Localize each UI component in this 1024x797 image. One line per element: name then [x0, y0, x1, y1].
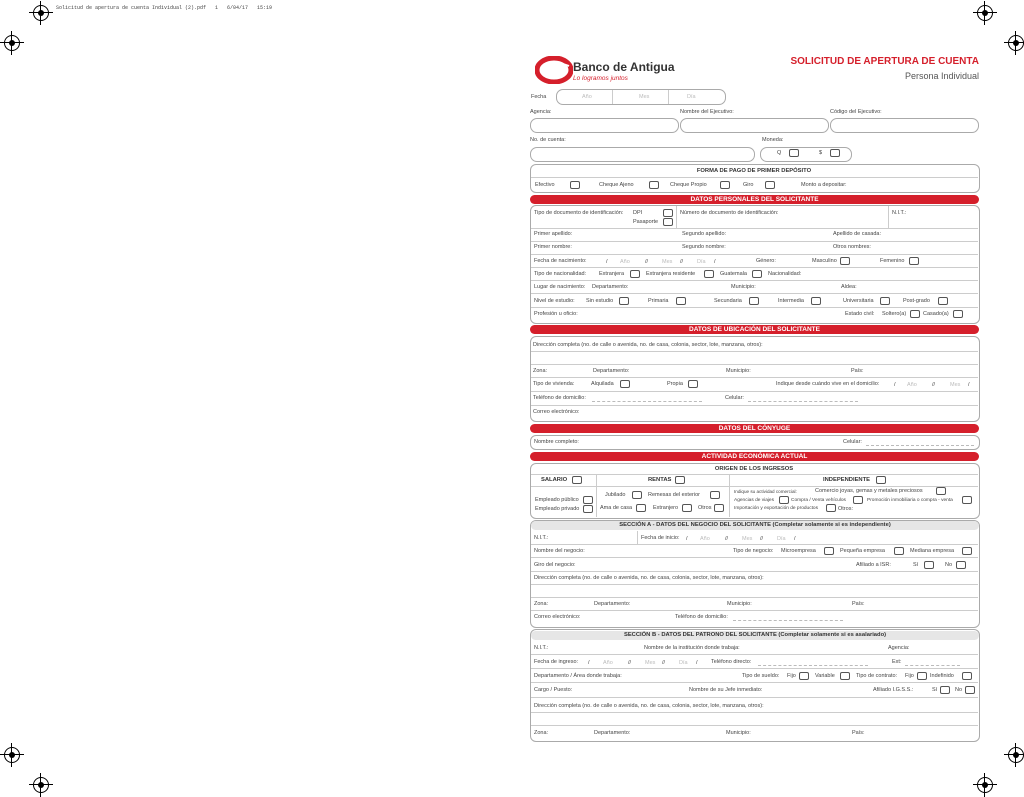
slash: /: [968, 382, 970, 388]
alquilada-checkbox[interactable]: [620, 380, 630, 388]
guatemala-label: Guatemala: [720, 271, 747, 277]
a-direccion-label: Dirección completa (no. de calle o avenida, no. de casa, colonia, sector, lote, manzana, otros):: [534, 575, 764, 581]
conyuge-celular-label: Celular:: [843, 439, 862, 445]
otros2-label: Otros:: [838, 506, 853, 512]
compra-venta-checkbox[interactable]: [853, 496, 863, 504]
independiente-checkbox[interactable]: [876, 476, 886, 484]
a-day: Día: [777, 536, 786, 542]
b-fijo2-checkbox[interactable]: [917, 672, 927, 680]
a-correo-label: Correo electrónico:: [534, 614, 581, 620]
b-day: Día: [679, 660, 688, 666]
b-year: Año: [603, 660, 613, 666]
intermedia-label: Intermedia: [778, 298, 804, 304]
a-si-checkbox[interactable]: [924, 561, 934, 569]
ama-checkbox[interactable]: [636, 504, 646, 512]
b-fijo2-label: Fijo: [905, 673, 914, 679]
b-fijo-checkbox[interactable]: [799, 672, 809, 680]
b-institucion-label: Nombre de la institución donde trabaja:: [644, 645, 740, 651]
b-nit-label: N.I.T.:: [534, 645, 549, 651]
slash: /: [794, 536, 796, 542]
propia-checkbox[interactable]: [688, 380, 698, 388]
sin-estudio-checkbox[interactable]: [619, 297, 629, 305]
rentas-checkbox[interactable]: [675, 476, 685, 484]
vivienda-label: Tipo de vivienda:: [533, 381, 575, 387]
celular-label: Celular:: [725, 395, 744, 401]
postgrado-label: Post-grado: [903, 298, 930, 304]
emp-privado-label: Empleado privado: [535, 506, 580, 512]
primer-apellido-label: Primer apellido:: [534, 231, 573, 237]
b-ext-label: Ext:: [892, 659, 902, 665]
b-agencia-label: Agencia:: [888, 645, 910, 651]
cheque-propio-label: Cheque Propio: [670, 182, 707, 188]
a-nit-label: N.I.T.:: [534, 535, 549, 541]
a-micro-label: Microempresa: [781, 548, 816, 554]
comercio-label: Comercio joyas, gemas y metales preciosos: [815, 488, 923, 494]
registration-mark-icon: [977, 777, 993, 793]
lugar-label: Lugar de nacimiento:: [534, 284, 586, 290]
registration-mark-icon: [4, 747, 20, 763]
b-jefe-label: Nombre de su Jefe inmediato:: [689, 687, 763, 693]
a-mediana-label: Mediana empresa: [910, 548, 955, 554]
primaria-checkbox[interactable]: [676, 297, 686, 305]
slash: /: [894, 382, 896, 388]
ejecutivo-label: Nombre del Ejecutivo:: [680, 109, 734, 115]
soltero-label: Soltero(a): [882, 311, 907, 317]
b-igss-label: Afiliado I.G.S.S.:: [873, 687, 914, 693]
nivel-label: Nivel de estudio:: [534, 298, 575, 304]
emp-privado-checkbox[interactable]: [583, 505, 593, 513]
a-municipio-label: Municipio:: [727, 601, 752, 607]
slash: //: [725, 536, 729, 542]
agencias-checkbox[interactable]: [779, 496, 789, 504]
date-month: Mes: [639, 94, 650, 100]
b-sueldo-label: Tipo de sueldo:: [742, 673, 780, 679]
apellido-casada-label: Apellido de casada:: [833, 231, 882, 237]
pais-label: País:: [851, 368, 864, 374]
b-depto2-label: Departamento:: [594, 730, 631, 736]
postgrado-checkbox[interactable]: [938, 297, 948, 305]
propia-label: Propia: [667, 381, 683, 387]
slash: //: [760, 536, 764, 542]
form-subtitle: Persona Individual: [904, 71, 979, 81]
nac-year: Año: [620, 259, 630, 265]
bank-logo: [535, 56, 675, 86]
jubilado-label: Jubilado: [605, 492, 626, 498]
seccion-a-box: [530, 520, 980, 628]
codigo-label: Código del Ejecutivo:: [830, 109, 882, 115]
registration-mark-icon: [1008, 747, 1024, 763]
a-si-label: Sí: [913, 562, 919, 568]
slash: //: [662, 660, 666, 666]
importacion-checkbox[interactable]: [826, 504, 836, 512]
otros-checkbox[interactable]: [714, 504, 724, 512]
desde-label: Indique desde cuándo vive en el domicilio:: [776, 381, 880, 387]
cuenta-label: No. de cuenta:: [530, 137, 566, 143]
femenino-checkbox[interactable]: [909, 257, 919, 265]
desde-year: Año: [907, 382, 917, 388]
guatemala-checkbox[interactable]: [752, 270, 762, 278]
profesion-label: Profesión u oficio:: [534, 311, 578, 317]
a-telefono-label: Teléfono de domicilio:: [675, 614, 728, 620]
extranjero-label: Extranjero: [653, 505, 679, 511]
dpi-checkbox[interactable]: [663, 209, 673, 217]
efectivo-checkbox[interactable]: [570, 181, 580, 189]
femenino-label: Femenino: [880, 258, 905, 264]
slash: //: [932, 382, 936, 388]
seccion-b-title: SECCIÓN B - DATOS DEL PATRONO DEL SOLICITANTE (Completar solamente si es asalariado): [531, 631, 979, 640]
nacionalidad-label: Nacionalidad:: [768, 271, 802, 277]
num-doc-label: Número de documento de identificación:: [680, 210, 779, 216]
segundo-nombre-label: Segundo nombre:: [682, 244, 726, 250]
emp-publico-label: Empleado público: [535, 497, 579, 503]
conyuge-nombre-label: Nombre completo:: [534, 439, 579, 445]
pasaporte-label: Pasaporte: [633, 219, 659, 225]
codigo-field[interactable]: [830, 118, 979, 133]
a-no-label: No: [945, 562, 953, 568]
b-fijo-label: Fijo: [787, 673, 796, 679]
primer-nombre-label: Primer nombre:: [534, 244, 572, 250]
b-variable-label: Variable: [815, 673, 835, 679]
jubilado-checkbox[interactable]: [632, 491, 642, 499]
b-ingreso-label: Fecha de ingreso:: [534, 659, 579, 665]
b-si-label: Sí: [932, 687, 938, 693]
slash: /: [696, 660, 698, 666]
a-giro-label: Giro del negocio:: [534, 562, 576, 568]
date-year: Año: [582, 94, 592, 100]
a-pequena-label: Pequeña empresa: [840, 548, 885, 554]
slash: /: [606, 259, 608, 265]
extranjera-checkbox[interactable]: [630, 270, 640, 278]
b-indefinido-label: Indefinido: [930, 673, 954, 679]
form-title: SOLICITUD DE APERTURA DE CUENTA: [790, 56, 979, 67]
slash: //: [645, 259, 649, 265]
a-no-checkbox[interactable]: [956, 561, 966, 569]
ext-residente-checkbox[interactable]: [704, 270, 714, 278]
registration-mark-icon: [977, 5, 993, 21]
personal-section-bar: DATOS PERSONALES DEL SOLICITANTE: [530, 195, 979, 204]
importacion-label: Importación y exportación de productos: [734, 506, 818, 511]
a-micro-checkbox[interactable]: [824, 547, 834, 555]
date-label: Fecha: [531, 94, 547, 100]
registration-mark-icon: [4, 35, 20, 51]
nac-month: Mes: [662, 259, 673, 265]
moneda-q-checkbox[interactable]: [789, 149, 799, 157]
promocion-label: Promoción inmobiliaria o compra - venta: [867, 498, 953, 503]
b-direccion-label: Dirección completa (no. de calle o avenida, no. de casa, colonia, sector, lote, manzana, otros):: [534, 703, 764, 709]
aldea-label: Aldea:: [841, 284, 857, 290]
actividad-section-bar: ACTIVIDAD ECONÓMICA ACTUAL: [530, 452, 979, 461]
monto-label: Monto a depositar:: [801, 182, 847, 188]
secundaria-checkbox[interactable]: [749, 297, 759, 305]
agencia-field[interactable]: [530, 118, 679, 133]
casado-checkbox[interactable]: [953, 310, 963, 318]
zona-label: Zona:: [533, 368, 548, 374]
masculino-checkbox[interactable]: [840, 257, 850, 265]
bank-name: Banco de Antigua: [573, 60, 675, 74]
conyuge-section-bar: DATOS DEL CÓNYUGE: [530, 424, 979, 433]
a-year: Año: [700, 536, 710, 542]
cheque-ajeno-label: Cheque Ajeno: [599, 182, 634, 188]
comercio-checkbox[interactable]: [936, 487, 946, 495]
print-header: Solicitud de apertura de cuenta Individual (2).pdf 1 6/04/17 15:19: [56, 5, 273, 11]
estado-civil-label: Estado civil:: [845, 311, 875, 317]
b-tel-directo-label: Teléfono directo:: [711, 659, 752, 665]
slash: /: [588, 660, 590, 666]
a-mediana-checkbox[interactable]: [962, 547, 972, 555]
cuenta-field[interactable]: [530, 147, 755, 162]
b-cargo-label: Cargo / Puesto:: [534, 687, 573, 693]
universitaria-checkbox[interactable]: [880, 297, 890, 305]
slash: //: [680, 259, 684, 265]
date-day: Día: [687, 94, 696, 100]
agencia-label: Agencia:: [530, 109, 552, 115]
b-pais-label: País:: [852, 730, 865, 736]
alquilada-label: Alquilada: [591, 381, 614, 387]
conyuge-box: [530, 435, 980, 450]
salario-checkbox[interactable]: [572, 476, 582, 484]
moneda-label: Moneda:: [762, 137, 784, 143]
genero-label: Género:: [756, 258, 776, 264]
efectivo-label: Efectivo: [535, 182, 555, 188]
a-tipo-label: Tipo de negocio:: [733, 548, 774, 554]
b-municipio-label: Municipio:: [726, 730, 751, 736]
b-indefinido-checkbox[interactable]: [962, 672, 972, 680]
seccion-a-title: SECCIÓN A - DATOS DEL NEGOCIO DEL SOLICITANTE (Completar solamente si es independiente): [531, 521, 979, 530]
secundaria-label: Secundaria: [714, 298, 742, 304]
b-contrato-label: Tipo de contrato:: [856, 673, 898, 679]
registration-mark-icon: [33, 777, 49, 793]
slash: /: [714, 259, 716, 265]
giro-checkbox[interactable]: [765, 181, 775, 189]
pasaporte-checkbox[interactable]: [663, 218, 673, 226]
b-no-checkbox[interactable]: [965, 686, 975, 694]
remesas-checkbox[interactable]: [710, 491, 720, 499]
a-nombre-label: Nombre del negocio:: [534, 548, 585, 554]
indique-label: Indique su actividad comercial:: [734, 489, 797, 494]
a-month: Mes: [742, 536, 753, 542]
b-month: Mes: [645, 660, 656, 666]
extranjero-checkbox[interactable]: [682, 504, 692, 512]
universitaria-label: Universitaria: [843, 298, 874, 304]
emp-publico-checkbox[interactable]: [583, 496, 593, 504]
slash: /: [686, 536, 688, 542]
a-inicio-label: Fecha de inicio:: [641, 535, 680, 541]
bank-slogan: Lo logramos juntos: [573, 75, 628, 82]
intermedia-checkbox[interactable]: [811, 297, 821, 305]
a-isr-label: Afiliado a ISR:: [856, 562, 891, 568]
b-zona-label: Zona:: [534, 730, 549, 736]
promocion-checkbox[interactable]: [962, 496, 972, 504]
cheque-ajeno-checkbox[interactable]: [649, 181, 659, 189]
moneda-q-label: Q: [777, 150, 782, 156]
b-variable-checkbox[interactable]: [840, 672, 850, 680]
a-pequena-checkbox[interactable]: [894, 547, 904, 555]
segundo-apellido-label: Segundo apellido:: [682, 231, 727, 237]
bank-swirl-icon: [535, 56, 573, 84]
lugar-depto-label: Departamento:: [592, 284, 629, 290]
casado-label: Casado(a): [923, 311, 949, 317]
correo-label: Correo electrónico:: [533, 409, 580, 415]
a-pais-label: País:: [852, 601, 865, 607]
masculino-label: Masculino: [812, 258, 837, 264]
telefono-label: Teléfono de domicilio:: [533, 395, 586, 401]
registration-mark-icon: [1008, 35, 1024, 51]
origen-title: ORIGEN DE LOS INGRESOS: [714, 466, 794, 472]
direccion-label: Dirección completa (no. de calle o avenida, no. de casa, colonia, sector, lote, manzana, otros):: [533, 342, 763, 348]
primaria-label: Primaria: [648, 298, 669, 304]
remesas-label: Remesas del exterior: [648, 492, 700, 498]
municipio-label: Municipio:: [726, 368, 751, 374]
ext-residente-label: Extranjera residente: [646, 271, 696, 277]
dpi-label: DPI: [633, 210, 643, 216]
nit-label: N.I.T.:: [892, 210, 907, 216]
nacimiento-label: Fecha de nacimiento:: [534, 258, 587, 264]
tipo-doc-label: Tipo de documento de identificación:: [534, 210, 624, 216]
ama-label: Ama de casa: [600, 505, 633, 511]
rentas-label: RENTAS: [648, 477, 672, 483]
otros-label: Otros: [698, 505, 712, 511]
agencias-label: Agencias de viajes: [734, 498, 774, 503]
otros-nombres-label: Otros nombres:: [833, 244, 871, 250]
b-si-checkbox[interactable]: [940, 686, 950, 694]
independiente-label: INDEPENDIENTE: [823, 477, 871, 483]
salario-label: SALARIO: [541, 477, 568, 483]
moneda-usd-checkbox[interactable]: [830, 149, 840, 157]
extranjera-label: Extranjera: [599, 271, 625, 277]
ubicacion-section-bar: DATOS DE UBICACIÓN DEL SOLICITANTE: [530, 325, 979, 334]
depto-label: Departamento:: [593, 368, 630, 374]
registration-mark-icon: [33, 5, 49, 21]
nac-day: Día: [697, 259, 706, 265]
giro-label: Giro: [743, 182, 754, 188]
cheque-propio-checkbox[interactable]: [720, 181, 730, 189]
a-depto-label: Departamento:: [594, 601, 631, 607]
moneda-usd-label: $: [819, 150, 823, 156]
slash: //: [628, 660, 632, 666]
tipo-nac-label: Tipo de nacionalidad:: [534, 271, 587, 277]
soltero-checkbox[interactable]: [910, 310, 920, 318]
desde-month: Mes: [950, 382, 961, 388]
compra-venta-label: Compra / Venta vehículos: [791, 498, 846, 503]
b-depto-label: Departamento / Área donde trabaja:: [534, 673, 622, 679]
ejecutivo-field[interactable]: [680, 118, 829, 133]
payment-title: FORMA DE PAGO DE PRIMER DEPÓSITO: [696, 168, 812, 174]
sin-estudio-label: Sin estudio: [586, 298, 614, 304]
lugar-municipio-label: Municipio:: [731, 284, 756, 290]
a-zona-label: Zona:: [534, 601, 549, 607]
b-no-label: No: [955, 687, 963, 693]
